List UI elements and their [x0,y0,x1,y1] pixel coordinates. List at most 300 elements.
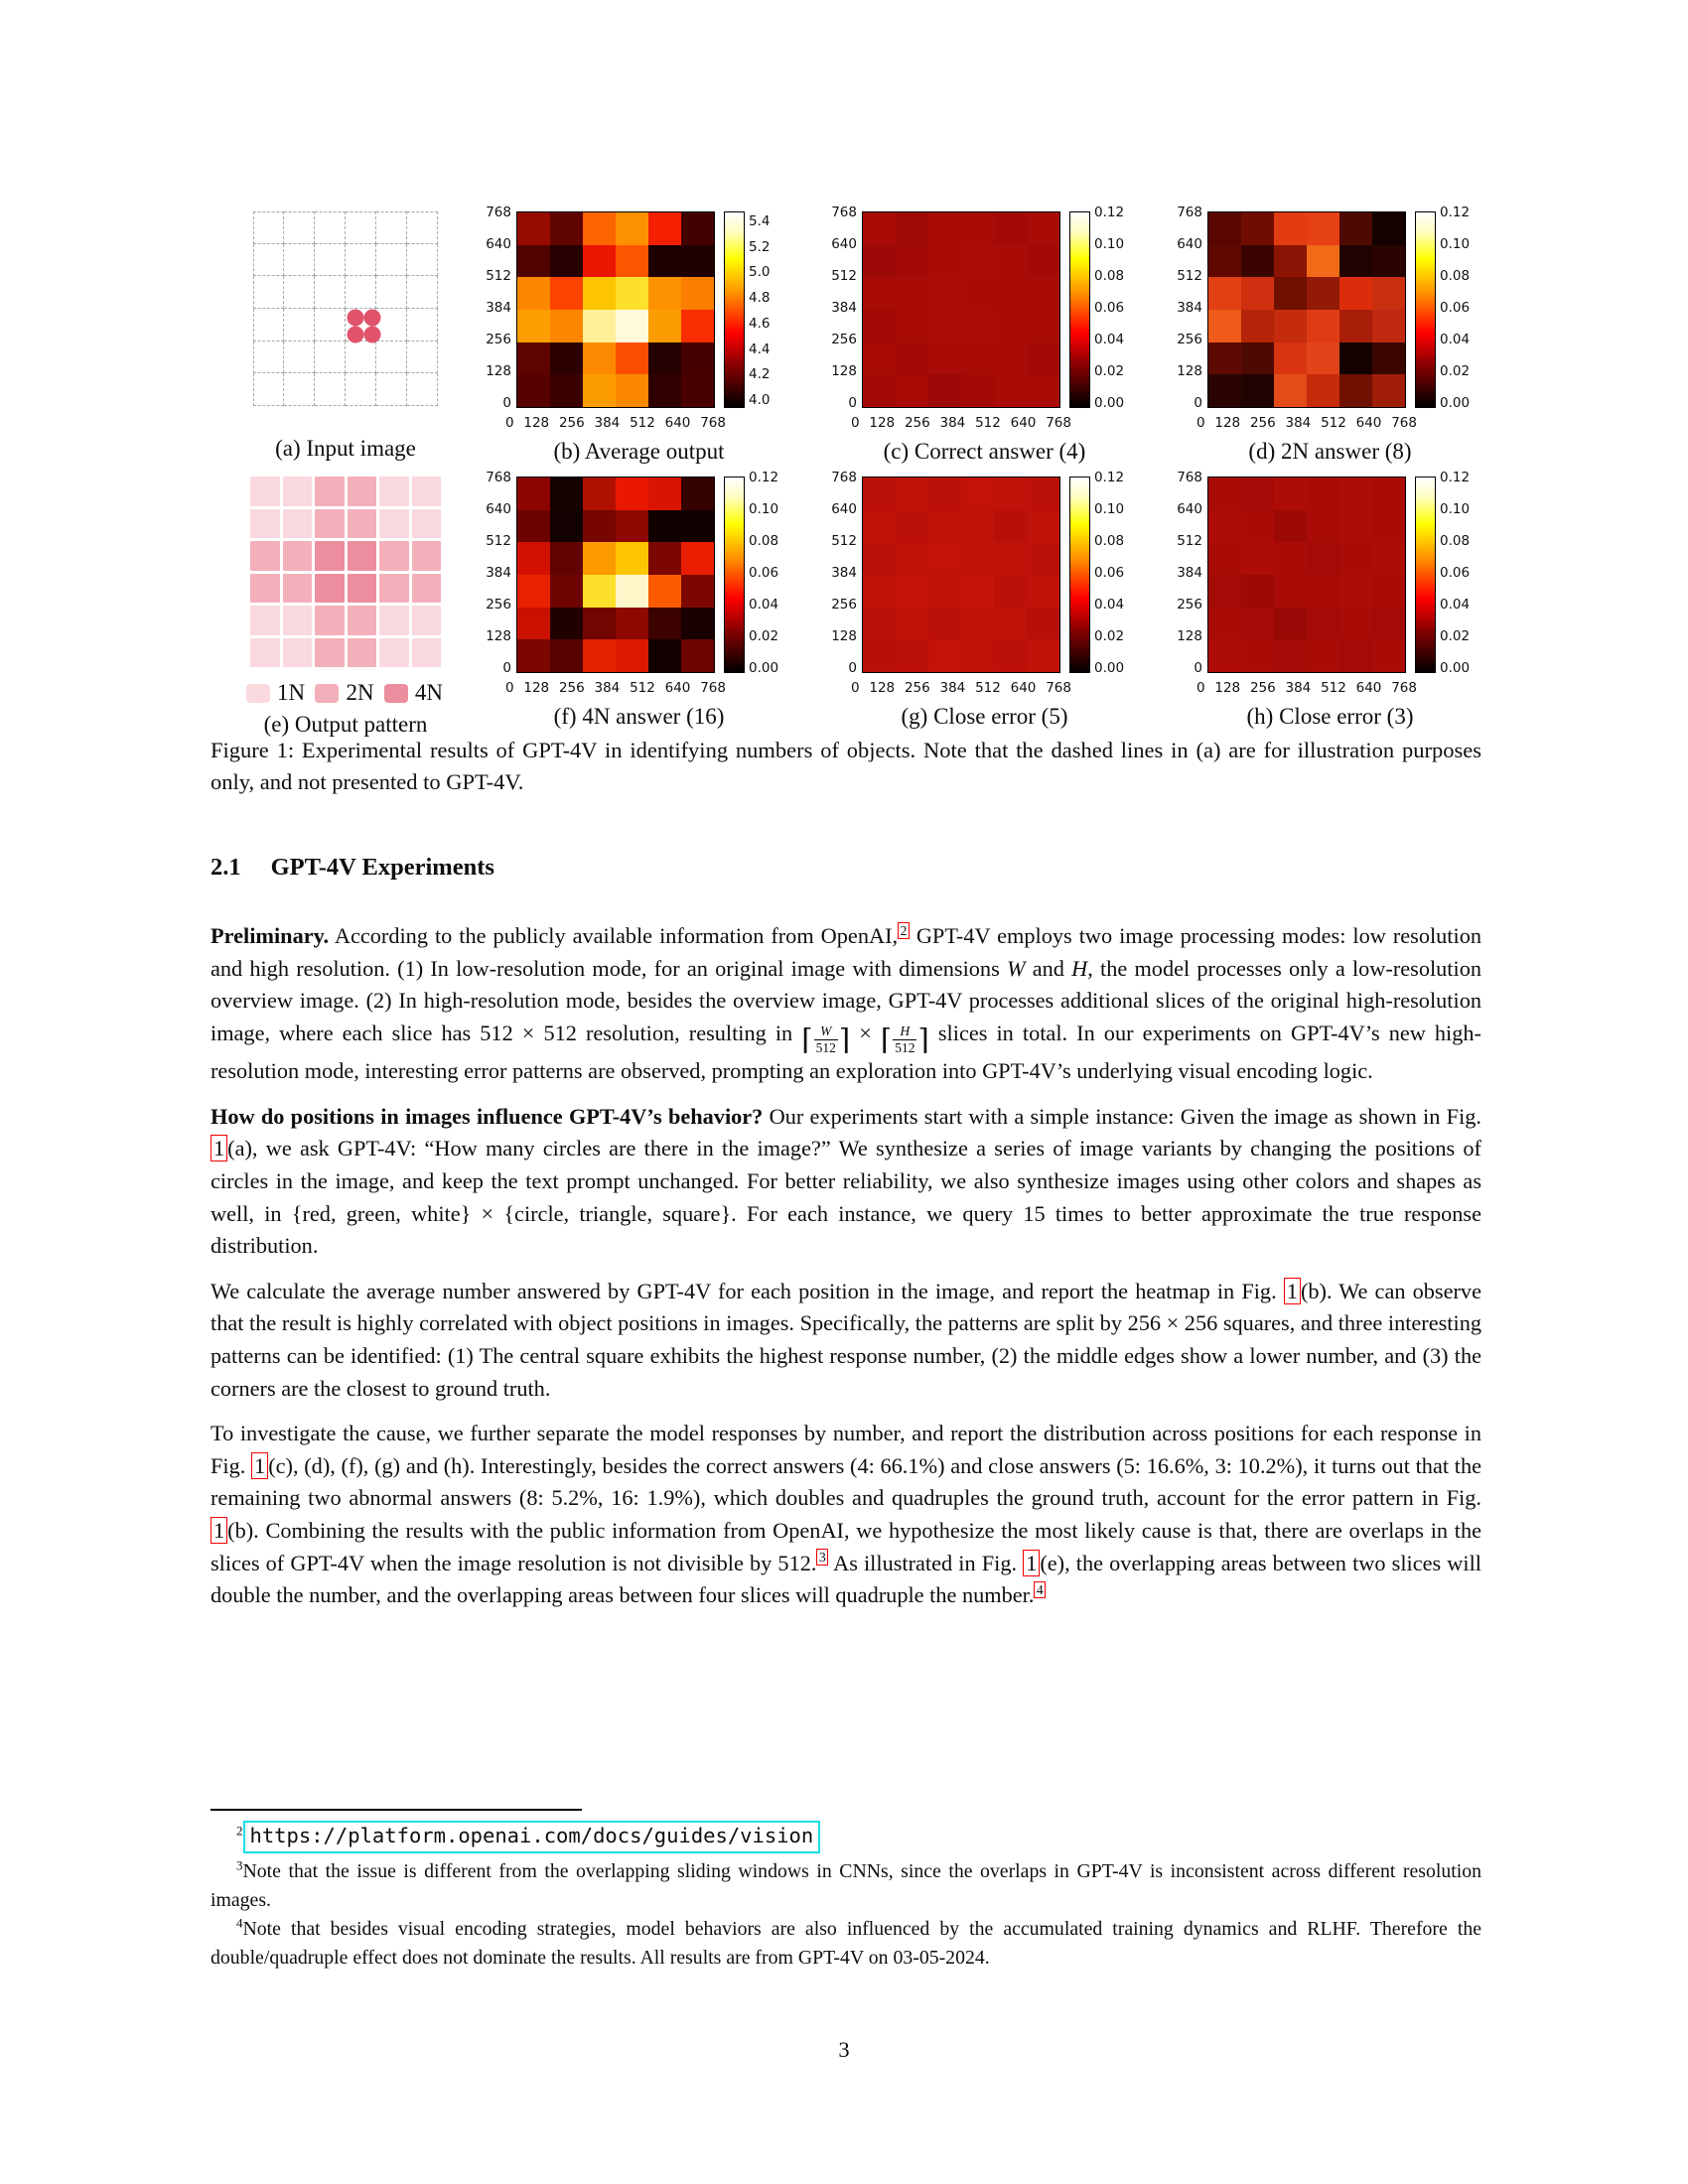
tick-label: 0 [1194,660,1202,676]
tick-label: 0 [502,395,511,411]
heatmap-cell [616,542,648,575]
tick-label: 0.06 [749,565,779,581]
tick-label: 0 [851,680,860,696]
heatmap-close-error-5 [862,477,1060,673]
heatmap-cell [1339,212,1372,245]
tick-label: 768 [1177,470,1202,485]
tick-label: 0 [505,680,514,696]
tick-label: 256 [831,597,857,613]
heatmap-cell [961,277,994,310]
heatmap-cell [1372,374,1405,407]
heatmap-cell [648,639,681,672]
url-link[interactable]: https://platform.openai.com/docs/guides/vision [243,1821,821,1853]
plot-area [819,470,1136,676]
tick-label: 128 [523,680,550,696]
tick-label: 256 [486,597,511,613]
footnote-marker: 3 [236,1857,243,1873]
heatmap-cell [550,277,583,310]
tick-label: 0.12 [1094,470,1125,485]
heatmap-cell [648,478,681,510]
link-ref[interactable]: 1 [211,1517,227,1544]
pattern-cell-1n [379,477,409,506]
heatmap-cell [1372,310,1405,342]
panel-caption: (d) 2N answer (8) [1248,439,1412,464]
tick-label: 256 [558,415,585,431]
pattern-cell-1n [412,606,442,635]
tick-label: 0.10 [1440,501,1471,517]
tick-label: 0.00 [749,660,779,676]
text-segment: (b). Combining the results with the public information from OpenAI, we hypothesize the most likely cause is that, there are overlaps in the slices of GPT-4V when the image resolution is not divisible by 512. [211,1518,1481,1575]
heatmap-cell [1208,245,1241,278]
heatmap-cell [583,575,616,608]
heatmap-cell [896,542,928,575]
heatmap-cell [1307,245,1339,278]
heatmap-cell [1339,374,1372,407]
text-segment: GPT-4V employs two image processing modes: low resolution and high resolution. (1) In low-resolution mode, for an original image with dimensions [211,923,1481,981]
grid-cell [253,341,284,374]
heatmap-cell [928,310,961,342]
tick-label: 384 [594,415,621,431]
pattern-cell-2n [250,574,280,604]
plot-area [1165,205,1481,411]
paragraph-average-heatmap [211,1276,1481,1405]
tick-label: 0 [502,660,511,676]
grid-cell [253,244,284,277]
tick-label: 4.8 [749,290,771,307]
pattern-cell-4n [348,574,377,604]
heatmap-cell [1241,542,1274,575]
x-axis-ticks [505,680,726,696]
grid-cell [284,373,315,406]
tick-label: 128 [1177,363,1202,379]
link-ref[interactable]: 4 [1034,1581,1046,1598]
heatmap-cell [1208,277,1241,310]
heatmap-cell [1339,510,1372,543]
legend-label: 2N [346,680,374,705]
tick-label: 512 [486,533,511,549]
grid-cell [346,244,376,277]
heatmap-cell [961,212,994,245]
heatmap-cell [994,212,1027,245]
heatmap-4n-answer [516,477,715,673]
legend-swatch [384,684,408,703]
heatmap-cell [1027,542,1059,575]
colorbar [1069,211,1090,408]
heatmap-cell [1339,575,1372,608]
heatmap-cell [928,212,961,245]
text-segment: Preliminary. [211,923,330,948]
panel-correct-answer [819,205,1136,465]
y-axis-ticks [1165,205,1207,411]
tick-label: 256 [904,415,930,431]
footnote-rule [211,1809,582,1811]
plot-area [474,205,790,411]
y-axis-ticks [474,205,516,411]
heatmap-cell [928,374,961,407]
text-segment: and [1025,955,1072,981]
panel-caption: (a) Input image [275,436,416,461]
tick-label: 384 [486,300,511,316]
heatmap-cell [1208,542,1241,575]
heatmap-cell [1307,212,1339,245]
grid-cell [376,341,407,374]
footnote-3 [211,1857,1481,1915]
footnote-2 [211,1821,1481,1853]
heatmap-cell [648,608,681,640]
panel-close-error-3 [1165,470,1481,730]
text-segment: To investigate the cause, we further separate the model responses by number, and report the distribution across positions for each response in Fig. [211,1421,1481,1478]
legend-label: 4N [414,680,443,705]
text-segment: , the model processes only a low-resolution overview image. (2) In high-resolution mode, besides the overview image, GPT-4V processes additional slices of the original high-resolution image, where each slice has 512 × 512 resolution, resulting in [211,955,1481,1045]
heatmap-cell [1372,212,1405,245]
tick-label: 384 [486,565,511,581]
tick-label: 640 [486,501,511,517]
tick-label: 128 [831,363,857,379]
link-ref[interactable]: 1 [251,1452,268,1479]
panel-average-output [474,205,790,465]
heatmap-cell [681,639,714,672]
plot-area [474,470,790,676]
heatmap-cell [583,310,616,342]
section-number: 2.1 [211,854,241,881]
heatmap-cell [896,575,928,608]
colorbar [1415,477,1436,673]
heatmap-cell [583,212,616,245]
paragraph-error-analysis [211,1418,1481,1612]
tick-label: 512 [1177,533,1202,549]
pattern-legend [246,680,443,706]
x-axis-ticks [1196,680,1417,696]
pattern-cell-2n [348,477,377,506]
grid-cell [253,276,284,309]
red-circle [363,309,380,326]
heatmap-cell [896,310,928,342]
heatmap-cell [616,277,648,310]
tick-label: 384 [1285,680,1312,696]
colorbar [1069,477,1090,673]
grid-cell [346,211,376,244]
link-ref[interactable]: 3 [816,1549,828,1566]
pattern-cell-2n [315,606,345,635]
pattern-cell-2n [348,606,377,635]
grid-cell [253,309,284,341]
x-axis-ticks [505,415,726,431]
tick-label: 640 [831,501,857,517]
heatmap-cell [1372,342,1405,375]
tick-label: 256 [831,332,857,347]
tick-label: 512 [486,268,511,284]
text-segment: (b). We can observe that the result is highly correlated with object positions in images. Specifically, the patterns are split by 256 × 256 squares, and three interesting patterns can be identified: (1) The central square exhibits the highest response number, (2) the middle edges show a lower number, and (3) the corners are the closest to ground truth. [211,1278,1481,1401]
heatmap-cell [1339,478,1372,510]
x-axis-ticks [851,680,1071,696]
tick-label: 0.10 [749,501,779,517]
tick-label: 768 [486,205,511,220]
tick-label: 640 [1010,415,1037,431]
heatmap-cell [1027,639,1059,672]
heatmap-cell [961,478,994,510]
heatmap-cell [1274,342,1307,375]
text-segment: H [1071,955,1088,981]
tick-label: 128 [486,628,511,644]
heatmap-cell [616,374,648,407]
heatmap-cell [1372,245,1405,278]
tick-label: 128 [1177,628,1202,644]
heatmap-cell [1339,342,1372,375]
figure-caption: Figure 1: Experimental results of GPT-4V in identifying numbers of objects. Note that the dashed lines in (a) are for illustration purposes only, and not presented to GPT-4V. [211,738,1481,794]
colorbar-ticks [1094,205,1136,411]
tick-label: 0 [1194,395,1202,411]
heatmap-cell [1307,608,1339,640]
paragraph-positions-question [211,1101,1481,1263]
heatmap-cell [1274,608,1307,640]
heatmap-cell [1027,575,1059,608]
grid-cell [284,276,315,309]
heatmap-cell [1307,542,1339,575]
heatmap-cell [961,310,994,342]
heatmap-cell [1208,310,1241,342]
pattern-cell-1n [412,509,442,539]
heatmap-cell [1274,575,1307,608]
heatmap-close-error-3 [1207,477,1406,673]
grid-cell [407,276,438,309]
heatmap-cell [616,212,648,245]
legend-item [246,680,305,706]
heatmap-cell [1208,510,1241,543]
heatmap-cell [961,608,994,640]
heatmap-cell [648,277,681,310]
heatmap-cell [648,542,681,575]
heatmap-cell [583,510,616,543]
heatmap-cell [1307,575,1339,608]
heatmap-cell [1372,608,1405,640]
grid-cell [346,373,376,406]
tick-label: 384 [594,680,621,696]
heatmap-cell [994,245,1027,278]
tick-label: 512 [1321,680,1346,696]
text-segment: As illustrated in Fig. [828,1550,1024,1575]
link-ref[interactable]: 1 [1023,1550,1040,1576]
link-ref[interactable]: 1 [211,1135,227,1161]
text-segment: (e), the overlapping areas between two slices will double the number, and the overlapping areas between four slices will quadruple the number. [211,1550,1481,1608]
tick-label: 128 [1214,415,1241,431]
tick-label: 0.06 [1440,300,1471,316]
heatmap-cell [994,478,1027,510]
heatmap-cell [1274,310,1307,342]
heatmap-cell [616,575,648,608]
grid-cell [315,276,346,309]
ceiling-fraction: ⌈ H 512 ⌉ [880,1022,929,1056]
grid-cell [376,309,407,341]
heatmap-cell [517,310,550,342]
heatmap-cell [994,608,1027,640]
heatmap-cell [928,342,961,375]
figure-row-2 [246,470,1481,738]
text-segment: According to the publicly available information from OpenAI, [329,923,899,948]
colorbar-ticks [749,213,790,408]
grid-cell [407,244,438,277]
tick-label: 0.12 [1440,470,1471,485]
heatmap-cell [681,542,714,575]
tick-label: 640 [1010,680,1037,696]
heatmap-cell [961,510,994,543]
tick-label: 640 [486,236,511,252]
heatmap-cell [583,342,616,375]
heatmap-cell [616,245,648,278]
heatmap-cell [1339,277,1372,310]
heatmap-cell [1339,245,1372,278]
heatmap-cell [517,277,550,310]
tick-label: 4.4 [749,341,771,357]
heatmap-cell [550,310,583,342]
grid-cell [284,341,315,374]
figure-row-1 [246,205,1481,465]
panel-caption: (b) Average output [553,439,725,464]
panel-caption: (e) Output pattern [263,712,428,737]
tick-label: 0.02 [749,628,779,644]
tick-label: 0.08 [749,533,779,549]
tick-label: 0 [848,660,857,676]
tick-label: 384 [1177,565,1202,581]
link-ref[interactable]: 2 [898,922,910,939]
heatmap-cell [994,310,1027,342]
tick-label: 128 [831,628,857,644]
heatmap-cell [1372,542,1405,575]
heatmap-cell [1307,510,1339,543]
heatmap-cell [648,245,681,278]
tick-label: 0.00 [1440,660,1471,676]
pattern-cell-2n [412,574,442,604]
body-text [211,920,1481,1625]
tick-label: 384 [939,680,966,696]
tick-label: 512 [975,415,1001,431]
panel-input-image [246,211,445,462]
pattern-cell-2n [412,541,442,571]
tick-label: 640 [664,415,691,431]
tick-label: 768 [1391,680,1417,696]
tick-label: 768 [1177,205,1202,220]
heatmap-cell [1274,277,1307,310]
heatmap-cell [1307,342,1339,375]
pattern-cell-1n [412,638,442,668]
heatmap-cell [928,575,961,608]
panel-2n-answer [1165,205,1481,465]
grid-cell [284,244,315,277]
text-segment: W [1006,955,1026,981]
tick-label: 640 [1177,236,1202,252]
heatmap-cell [517,245,550,278]
heatmap-cell [550,510,583,543]
heatmap-cell [616,310,648,342]
heatmap-cell [1027,374,1059,407]
heatmap-cell [583,374,616,407]
grid-cell [315,373,346,406]
colorbar [1415,211,1436,408]
plot-area [1165,470,1481,676]
footnote-4 [211,1915,1481,1973]
grid-cell [315,341,346,374]
tick-label: 256 [904,680,930,696]
pattern-cell-2n [315,477,345,506]
heatmap-cell [517,608,550,640]
heatmap-cell [648,212,681,245]
heatmap-cell [1372,478,1405,510]
tick-label: 0.12 [1440,205,1471,220]
heatmap-cell [681,478,714,510]
heatmap-cell [1027,342,1059,375]
tick-label: 0.00 [1094,660,1125,676]
tick-label: 0.02 [1440,363,1471,379]
heatmap-cell [583,639,616,672]
heatmap-average-output [516,211,715,408]
section-title: GPT-4V Experiments [270,854,494,881]
pattern-cell-2n [379,574,409,604]
heatmap-cell [863,342,896,375]
tick-label: 256 [1249,415,1276,431]
tick-label: 512 [1177,268,1202,284]
footnotes [211,1821,1481,1973]
heatmap-cell [517,575,550,608]
pattern-cell-2n [379,541,409,571]
heatmap-cell [616,639,648,672]
tick-label: 0.06 [1094,565,1125,581]
tick-label: 512 [831,533,857,549]
tick-label: 384 [831,565,857,581]
pattern-cell-1n [283,509,313,539]
tick-label: 512 [975,680,1001,696]
pattern-cell-2n [250,541,280,571]
section-heading [211,854,494,882]
tick-label: 512 [630,680,655,696]
text-segment: How do positions in images influence GPT-4V’s behavior? [211,1103,764,1129]
heatmap-cell [517,639,550,672]
grid-cell [253,373,284,406]
red-circle [348,309,364,326]
heatmap-cell [863,374,896,407]
tick-label: 0.02 [1094,363,1125,379]
heatmap-cell [1339,310,1372,342]
panel-caption: (g) Close error (5) [901,704,1068,729]
heatmap-cell [583,608,616,640]
heatmap-cell [961,245,994,278]
text-segment: (a), we ask GPT-4V: “How many circles are there in the image?” We synthesize a series of image variants by changing the positions of circles in the image, and keep the text prompt unchanged. For better reliability, we also synthesize images using other colors and shapes as well, in {red, green, white} × {circle, triangle, square}. For each instance, we query 15 times to better approximate the true response distribution. [211,1136,1481,1259]
tick-label: 0.08 [1440,268,1471,284]
heatmap-cell [1241,342,1274,375]
heatmap-cell [550,245,583,278]
footnote-marker: 2 [236,1823,243,1839]
heatmap-cell [583,542,616,575]
heatmap-cell [550,608,583,640]
pattern-cell-1n [250,606,280,635]
colorbar [724,211,745,408]
heatmap-cell [896,510,928,543]
tick-label: 640 [1355,415,1382,431]
pattern-cell-1n [250,638,280,668]
tick-label: 0.04 [749,597,779,613]
ceiling-fraction: ⌈ W 512 ⌉ [801,1022,851,1056]
link-ref[interactable]: 1 [1284,1278,1301,1304]
tick-label: 128 [869,415,896,431]
heatmap-2n-answer [1207,211,1406,408]
tick-label: 0.08 [1094,268,1125,284]
grid-cell [284,309,315,341]
heatmap-cell [1307,639,1339,672]
tick-label: 640 [1177,501,1202,517]
heatmap-cell [1372,639,1405,672]
heatmap-cell [896,277,928,310]
grid-cell [407,211,438,244]
tick-label: 768 [700,415,726,431]
heatmap-cell [648,575,681,608]
